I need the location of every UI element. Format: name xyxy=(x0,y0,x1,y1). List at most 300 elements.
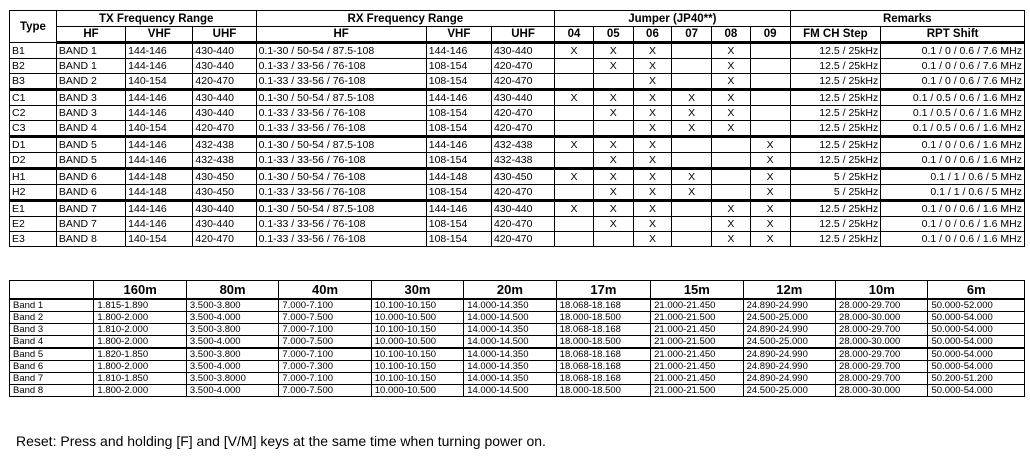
table-cell: BAND 6 xyxy=(56,169,125,185)
jumper-config-table xyxy=(9,10,1025,247)
table-cell: 108-154 xyxy=(426,232,491,247)
table-cell: 420-470 xyxy=(491,59,554,74)
table-cell: X xyxy=(633,232,672,247)
table-cell: BAND 3 xyxy=(56,106,125,121)
band-column-header: 17m xyxy=(556,281,650,300)
table-cell: 7.000-7.100 xyxy=(279,324,371,336)
table-cell: BAND 4 xyxy=(56,121,125,137)
table-cell: X xyxy=(750,232,790,247)
band-column-header: 15m xyxy=(651,281,743,300)
table-cell: 18.000-18.500 xyxy=(556,312,650,324)
table-cell: 14.000-14.500 xyxy=(464,385,556,397)
table-cell: 430-440 xyxy=(193,59,256,74)
table-cell: 144-146 xyxy=(126,59,193,74)
table-cell: 0.1 / 0 / 0.6 / 1.6 MHz xyxy=(881,217,1025,232)
table-cell: BAND 1 xyxy=(56,59,125,74)
table-cell: 10.100-10.150 xyxy=(371,299,463,312)
rx-hf-header: HF xyxy=(256,27,426,43)
table-cell: BAND 3 xyxy=(56,90,125,106)
table-cell: 7.000-7.300 xyxy=(279,361,371,373)
table-cell: 432-438 xyxy=(193,153,256,169)
table-cell: X xyxy=(633,217,672,232)
table-cell: 430-440 xyxy=(193,106,256,121)
table-cell xyxy=(555,232,594,247)
table-cell: X xyxy=(555,90,594,106)
table-row xyxy=(10,137,1025,153)
table-cell: X xyxy=(750,169,790,185)
table-cell xyxy=(555,106,594,121)
table-cell: 18.000-18.500 xyxy=(556,336,650,349)
table-cell xyxy=(555,59,594,74)
table-cell: 420-470 xyxy=(491,121,554,137)
table-cell: 420-470 xyxy=(193,74,256,90)
table-cell: X xyxy=(633,43,672,59)
table-cell: 28.000-29.700 xyxy=(836,361,928,373)
table-cell: 7.000-7.500 xyxy=(279,312,371,324)
table-cell: 430-440 xyxy=(193,90,256,106)
table-cell: BAND 7 xyxy=(56,201,125,217)
table-row xyxy=(10,106,1025,121)
table-cell: 0.1 / 0 / 0.6 / 7.6 MHz xyxy=(881,59,1025,74)
table-cell: 144-146 xyxy=(126,153,193,169)
table-cell: X xyxy=(750,217,790,232)
table-cell: 18.068-18.168 xyxy=(556,348,650,361)
band-column-header: 160m xyxy=(94,281,186,300)
table-cell xyxy=(672,137,712,153)
table-cell: X xyxy=(555,201,594,217)
table-cell: 24.890-24.990 xyxy=(743,361,835,373)
table-cell: X xyxy=(555,137,594,153)
table-cell: X xyxy=(750,153,790,169)
table-cell: X xyxy=(593,43,633,59)
table-cell: 0.1 / 0 / 0.6 / 7.6 MHz xyxy=(881,43,1025,59)
table-cell: X xyxy=(712,59,751,74)
table-cell: X xyxy=(712,201,751,217)
table-cell: E3 xyxy=(10,232,57,247)
table-cell: 12.5 / 25kHz xyxy=(790,153,881,169)
table-cell: 144-146 xyxy=(126,106,193,121)
table-cell: 108-154 xyxy=(426,106,491,121)
table-cell: 144-146 xyxy=(126,43,193,59)
table-cell: 430-450 xyxy=(491,169,554,185)
table-cell xyxy=(593,74,633,90)
table-cell: 10.000-10.500 xyxy=(371,385,463,397)
table-row xyxy=(10,201,1025,217)
table-cell: X xyxy=(633,137,672,153)
table-row xyxy=(10,217,1025,232)
table-cell: X xyxy=(633,169,672,185)
table-cell xyxy=(555,74,594,90)
fm-ch-step-header: FM CH Step xyxy=(790,27,881,43)
jumper-06-header: 06 xyxy=(633,27,672,43)
table-cell: 24.500-25.000 xyxy=(743,385,835,397)
jumper-07-header: 07 xyxy=(672,27,712,43)
table-cell: 50.000-54.000 xyxy=(928,336,1025,349)
tx-vhf-header: VHF xyxy=(126,27,193,43)
table-cell: X xyxy=(712,74,751,90)
table-cell: X xyxy=(672,169,712,185)
table-cell: X xyxy=(750,201,790,217)
table-cell: 0.1-33 / 33-56 / 76-108 xyxy=(256,185,426,201)
table-cell: D1 xyxy=(10,137,57,153)
table-cell: 1.800-2.000 xyxy=(94,361,186,373)
table-row xyxy=(10,90,1025,106)
band-column-header: 80m xyxy=(186,281,278,300)
table-cell: 3.500-3.8000 xyxy=(186,373,278,385)
table-cell: 28.000-29.700 xyxy=(836,324,928,336)
table-cell: 12.5 / 25kHz xyxy=(790,74,881,90)
table-cell: 140-154 xyxy=(126,232,193,247)
table-cell: BAND 7 xyxy=(56,217,125,232)
band-column-header: 10m xyxy=(836,281,928,300)
table-cell: B2 xyxy=(10,59,57,74)
table-cell xyxy=(672,232,712,247)
table-cell: Band 7 xyxy=(10,373,94,385)
table-cell: 420-470 xyxy=(491,106,554,121)
table-row xyxy=(10,324,1025,336)
table-cell: 430-440 xyxy=(491,201,554,217)
table-cell: 420-470 xyxy=(491,232,554,247)
table-cell: 144-148 xyxy=(126,185,193,201)
table-cell: 430-450 xyxy=(193,169,256,185)
table-cell: X xyxy=(672,185,712,201)
table-cell: X xyxy=(712,121,751,137)
table-row xyxy=(10,121,1025,137)
table-cell: 21.000-21.500 xyxy=(651,312,743,324)
table-cell: X xyxy=(555,169,594,185)
table-cell: 0.1 / 1 / 0.6 / 5 MHz xyxy=(881,169,1025,185)
table-cell: 28.000-30.000 xyxy=(836,385,928,397)
table-cell xyxy=(555,217,594,232)
table-cell: 3.500-4.000 xyxy=(186,361,278,373)
table-row xyxy=(10,153,1025,169)
table-cell: 420-470 xyxy=(193,121,256,137)
table-cell: 21.000-21.450 xyxy=(651,361,743,373)
table-cell: 12.5 / 25kHz xyxy=(790,121,881,137)
table-cell: 14.000-14.350 xyxy=(464,324,556,336)
table-cell: 3.500-3.800 xyxy=(186,299,278,312)
table-cell: 12.5 / 25kHz xyxy=(790,43,881,59)
table-cell: X xyxy=(593,217,633,232)
table-cell: X xyxy=(633,185,672,201)
table-cell: 0.1-33 / 33-56 / 76-108 xyxy=(256,153,426,169)
table-cell: X xyxy=(672,90,712,106)
table-cell xyxy=(593,232,633,247)
table-cell: 10.000-10.500 xyxy=(371,312,463,324)
table-cell: 0.1-33 / 33-56 / 76-108 xyxy=(256,106,426,121)
rx-uhf-header: UHF xyxy=(491,27,554,43)
table-cell: X xyxy=(712,43,751,59)
table-cell: 14.000-14.350 xyxy=(464,361,556,373)
table-cell xyxy=(712,169,751,185)
table-row xyxy=(10,361,1025,373)
rpt-shift-header: RPT Shift xyxy=(881,27,1025,43)
table-cell xyxy=(712,185,751,201)
table-cell: C1 xyxy=(10,90,57,106)
tx-range-header: TX Frequency Range xyxy=(56,11,256,27)
table-cell: 14.000-14.500 xyxy=(464,336,556,349)
table-cell: 21.000-21.450 xyxy=(651,348,743,361)
table-cell: 144-146 xyxy=(426,201,491,217)
table-row xyxy=(10,185,1025,201)
table-cell: 12.5 / 25kHz xyxy=(790,137,881,153)
jumper-config-body xyxy=(10,43,1025,247)
rx-range-header: RX Frequency Range xyxy=(256,11,555,27)
rx-vhf-header: VHF xyxy=(426,27,491,43)
table-cell: 1.800-2.000 xyxy=(94,336,186,349)
table-cell: 28.000-30.000 xyxy=(836,312,928,324)
table-cell xyxy=(593,121,633,137)
table-cell: 10.100-10.150 xyxy=(371,348,463,361)
table-cell: 21.000-21.500 xyxy=(651,385,743,397)
table-row xyxy=(10,43,1025,59)
table-cell: H1 xyxy=(10,169,57,185)
table-cell: 1.810-1.850 xyxy=(94,373,186,385)
table-cell: 1.800-2.000 xyxy=(94,312,186,324)
table-cell: 144-146 xyxy=(426,43,491,59)
table-cell: 420-470 xyxy=(491,217,554,232)
table-cell: 430-440 xyxy=(491,43,554,59)
table-cell: 12.5 / 25kHz xyxy=(790,232,881,247)
table-cell: 21.000-21.450 xyxy=(651,324,743,336)
table-cell: X xyxy=(633,153,672,169)
table-row xyxy=(10,373,1025,385)
table-cell: 108-154 xyxy=(426,121,491,137)
table-cell: 18.068-18.168 xyxy=(556,361,650,373)
table-cell: 18.068-18.168 xyxy=(556,324,650,336)
table-cell: 7.000-7.100 xyxy=(279,373,371,385)
table-row xyxy=(10,232,1025,247)
table-cell: 140-154 xyxy=(126,121,193,137)
table-cell: X xyxy=(555,43,594,59)
table-cell xyxy=(555,185,594,201)
table-cell: 12.5 / 25kHz xyxy=(790,106,881,121)
table-cell: E1 xyxy=(10,201,57,217)
table-cell: 0.1 / 0.5 / 0.6 / 1.6 MHz xyxy=(881,106,1025,121)
table-cell xyxy=(750,43,790,59)
table-cell: 50.000-54.000 xyxy=(928,385,1025,397)
table-cell: 24.500-25.000 xyxy=(743,312,835,324)
table-cell: 0.1-33 / 33-56 / 76-108 xyxy=(256,232,426,247)
table-cell: 24.890-24.990 xyxy=(743,324,835,336)
table-cell: 1.810-2.000 xyxy=(94,324,186,336)
table-cell: Band 6 xyxy=(10,361,94,373)
jumper-05-header: 05 xyxy=(593,27,633,43)
table-cell xyxy=(672,201,712,217)
table-cell xyxy=(712,153,751,169)
table-cell: Band 1 xyxy=(10,299,94,312)
table-cell: BAND 8 xyxy=(56,232,125,247)
table-cell: X xyxy=(593,185,633,201)
table-cell: 420-470 xyxy=(193,232,256,247)
table-cell: 10.100-10.150 xyxy=(371,361,463,373)
table-cell: 144-146 xyxy=(126,201,193,217)
table-cell: 1.800-2.000 xyxy=(94,385,186,397)
table-cell: 0.1 / 0.5 / 0.6 / 1.6 MHz xyxy=(881,90,1025,106)
table-row xyxy=(10,385,1025,397)
table-cell: 12.5 / 25kHz xyxy=(790,217,881,232)
table-row xyxy=(10,59,1025,74)
table-cell: 28.000-30.000 xyxy=(836,336,928,349)
tx-uhf-header: UHF xyxy=(193,27,256,43)
table-cell xyxy=(750,74,790,90)
band-column-header xyxy=(10,281,94,300)
table-cell: 0.1 / 1 / 0.6 / 5 MHz xyxy=(881,185,1025,201)
reset-instruction: Reset: Press and holding [F] and [V/M] keys at the same time when turning power on. xyxy=(16,433,546,449)
table-cell: 21.000-21.450 xyxy=(651,373,743,385)
table-cell: 140-154 xyxy=(126,74,193,90)
table-cell: B3 xyxy=(10,74,57,90)
table-cell: 24.500-25.000 xyxy=(743,336,835,349)
table-cell: 10.100-10.150 xyxy=(371,373,463,385)
jumper-09-header: 09 xyxy=(750,27,790,43)
header-row-1 xyxy=(10,11,1025,27)
table-cell: D2 xyxy=(10,153,57,169)
table-cell: C3 xyxy=(10,121,57,137)
table-cell: Band 8 xyxy=(10,385,94,397)
table-cell: X xyxy=(712,106,751,121)
header-row-2 xyxy=(10,27,1025,43)
table-cell: 430-450 xyxy=(193,185,256,201)
table-cell: 7.000-7.100 xyxy=(279,299,371,312)
table-cell: 7.000-7.500 xyxy=(279,336,371,349)
table-cell: 50.000-52.000 xyxy=(928,299,1025,312)
table-cell: 0.1-33 / 33-56 / 76-108 xyxy=(256,74,426,90)
table-cell xyxy=(555,121,594,137)
table-cell: BAND 5 xyxy=(56,137,125,153)
table-cell: BAND 5 xyxy=(56,153,125,169)
band-column-header: 6m xyxy=(928,281,1025,300)
table-cell: Band 5 xyxy=(10,348,94,361)
tx-hf-header: HF xyxy=(56,27,125,43)
table-cell: 108-154 xyxy=(426,217,491,232)
table-cell: 144-148 xyxy=(126,169,193,185)
table-cell: 24.890-24.990 xyxy=(743,348,835,361)
table-cell: X xyxy=(593,137,633,153)
table-cell xyxy=(750,121,790,137)
table-cell: 0.1 / 0 / 0.6 / 1.6 MHz xyxy=(881,232,1025,247)
table-cell: X xyxy=(750,137,790,153)
table-row xyxy=(10,169,1025,185)
table-cell: Band 3 xyxy=(10,324,94,336)
table-cell: 24.890-24.990 xyxy=(743,373,835,385)
table-cell: X xyxy=(633,74,672,90)
table-cell xyxy=(672,59,712,74)
table-cell: X xyxy=(633,90,672,106)
table-cell: 7.000-7.500 xyxy=(279,385,371,397)
table-cell: X xyxy=(750,185,790,201)
table-row xyxy=(10,299,1025,312)
table-cell: 14.000-14.350 xyxy=(464,373,556,385)
table-cell: 3.500-3.800 xyxy=(186,324,278,336)
table-cell: Band 2 xyxy=(10,312,94,324)
table-cell: E2 xyxy=(10,217,57,232)
table-cell xyxy=(712,137,751,153)
table-cell: 0.1-33 / 33-56 / 76-108 xyxy=(256,121,426,137)
table-cell: 12.5 / 25kHz xyxy=(790,201,881,217)
table-cell: X xyxy=(633,201,672,217)
table-cell: 18.068-18.168 xyxy=(556,373,650,385)
table-cell: X xyxy=(712,90,751,106)
table-cell: 144-148 xyxy=(426,169,491,185)
jumper-header: Jumper (JP40**) xyxy=(555,11,790,27)
table-cell: X xyxy=(593,106,633,121)
table-cell: B1 xyxy=(10,43,57,59)
jumper-04-header: 04 xyxy=(555,27,594,43)
remarks-header: Remarks xyxy=(790,11,1024,27)
table-cell: 18.068-18.168 xyxy=(556,299,650,312)
table-cell: 432-438 xyxy=(491,137,554,153)
table-cell xyxy=(672,217,712,232)
table-cell: X xyxy=(672,106,712,121)
table-cell: 0.1 / 0 / 0.6 / 7.6 MHz xyxy=(881,74,1025,90)
table-cell: 12.5 / 25kHz xyxy=(790,90,881,106)
band-column-header: 20m xyxy=(464,281,556,300)
table-cell: 144-146 xyxy=(426,137,491,153)
table-cell: 28.000-29.700 xyxy=(836,299,928,312)
table-cell: 10.100-10.150 xyxy=(371,324,463,336)
table-cell: 7.000-7.100 xyxy=(279,348,371,361)
table-cell: H2 xyxy=(10,185,57,201)
table-cell: 144-146 xyxy=(126,217,193,232)
table-row xyxy=(10,336,1025,349)
table-cell: 0.1-30 / 50-54 / 87.5-108 xyxy=(256,137,426,153)
table-cell: 28.000-29.700 xyxy=(836,373,928,385)
table-cell: 0.1 / 0 / 0.6 / 1.6 MHz xyxy=(881,153,1025,169)
table-cell: 1.815-1.890 xyxy=(94,299,186,312)
table-cell: 50.200-51.200 xyxy=(928,373,1025,385)
table-row xyxy=(10,74,1025,90)
table-cell: X xyxy=(712,232,751,247)
table-cell: 432-438 xyxy=(491,153,554,169)
table-cell: 430-440 xyxy=(491,90,554,106)
table-cell: 0.1-30 / 50-54 / 87.5-108 xyxy=(256,90,426,106)
table-cell xyxy=(750,90,790,106)
table-cell: 18.000-18.500 xyxy=(556,385,650,397)
table-cell: 14.000-14.500 xyxy=(464,312,556,324)
hf-band-table xyxy=(9,280,1025,397)
table-cell: X xyxy=(633,121,672,137)
table-cell: X xyxy=(593,90,633,106)
table-cell: 3.500-4.000 xyxy=(186,336,278,349)
table-cell: 21.000-21.450 xyxy=(651,299,743,312)
table-cell: 0.1 / 0.5 / 0.6 / 1.6 MHz xyxy=(881,121,1025,137)
table-cell: 5 / 25kHz xyxy=(790,169,881,185)
table-cell: 14.000-14.350 xyxy=(464,299,556,312)
table-cell xyxy=(750,59,790,74)
table-cell xyxy=(672,74,712,90)
jumper-08-header: 08 xyxy=(712,27,751,43)
hf-band-header-row xyxy=(10,281,1025,300)
table-cell: 50.000-54.000 xyxy=(928,348,1025,361)
table-cell: 0.1-30 / 50-54 / 76-108 xyxy=(256,169,426,185)
table-cell: X xyxy=(593,169,633,185)
table-cell: 3.500-4.000 xyxy=(186,385,278,397)
table-cell: 0.1 / 0 / 0.6 / 1.6 MHz xyxy=(881,137,1025,153)
table-cell xyxy=(672,153,712,169)
type-header: Type xyxy=(10,11,57,43)
table-cell xyxy=(750,106,790,121)
band-column-header: 40m xyxy=(279,281,371,300)
table-cell: X xyxy=(712,217,751,232)
table-cell: 12.5 / 25kHz xyxy=(790,59,881,74)
table-cell: 144-146 xyxy=(126,90,193,106)
table-cell: 28.000-29.700 xyxy=(836,348,928,361)
table-cell: 430-440 xyxy=(193,43,256,59)
table-cell: 108-154 xyxy=(426,59,491,74)
table-cell: 21.000-21.500 xyxy=(651,336,743,349)
table-cell: X xyxy=(633,106,672,121)
